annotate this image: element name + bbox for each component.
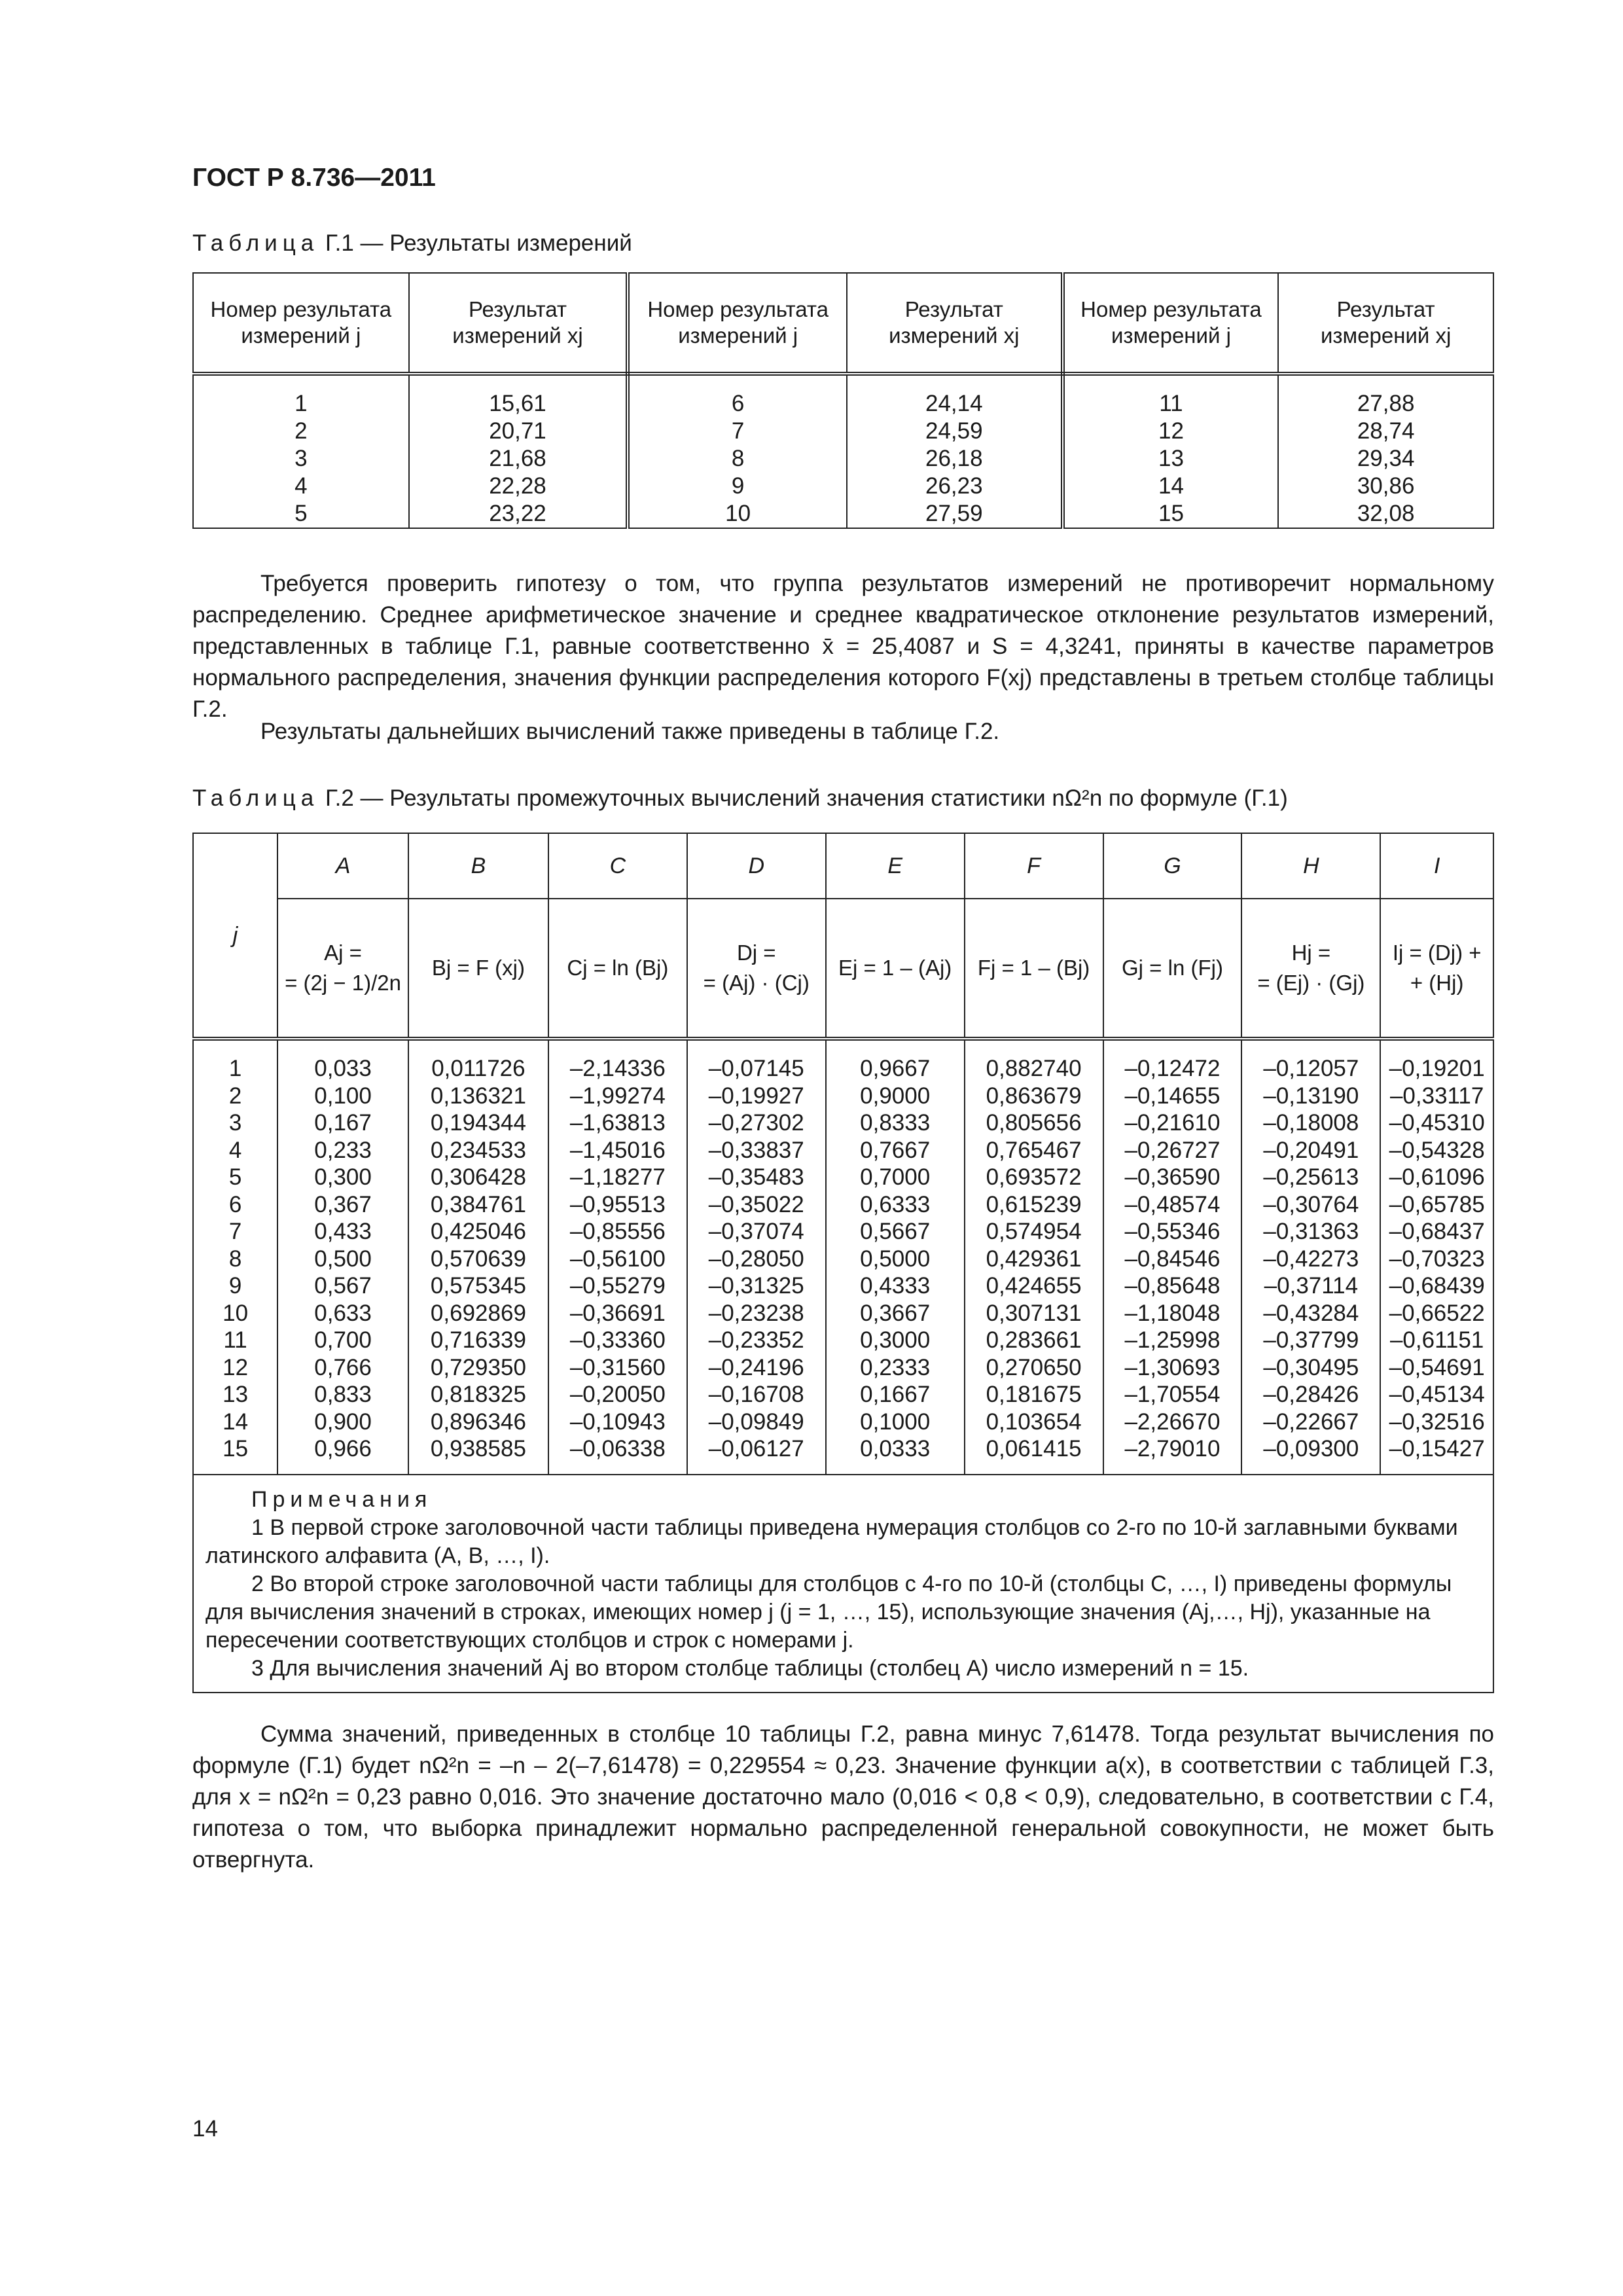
table-cell-value: 7 [731, 418, 745, 444]
table-cell-value: 0,574954 [986, 1219, 1082, 1244]
table-cell-value: 3 [228, 1110, 242, 1136]
table-cell-value: 0,692869 [430, 1300, 526, 1326]
table1-column-cell [847, 374, 1063, 528]
table-cell-value: 0,938585 [430, 1436, 526, 1462]
paragraph-further-results: Результаты дальнейших вычислений также приведены в таблице Г.2. [260, 719, 1000, 744]
table2-notes [193, 1475, 1493, 1693]
table1-header-cell: Номер результата измерений j [628, 273, 847, 374]
table-cell-value: 0,1667 [860, 1382, 931, 1407]
table-cell-value: 12 [223, 1354, 249, 1380]
table-cell-value: 32,08 [1357, 501, 1415, 526]
table-cell-value: 0,384761 [430, 1191, 526, 1217]
table2-letter-cell: C [548, 833, 687, 899]
table-cell-value: 8 [731, 446, 745, 471]
table-cell-value: 0,615239 [986, 1191, 1082, 1217]
table-cell-value: 1 [294, 391, 308, 416]
table-cell-value: –0,45134 [1389, 1382, 1485, 1407]
table-cell-value: 23,22 [489, 501, 546, 526]
table1-column-cell [1063, 374, 1279, 528]
table-cell-value: 0,5000 [860, 1246, 931, 1272]
document-header: ГОСТ Р 8.736—2011 [192, 164, 436, 192]
table-cell-value: –0,31363 [1263, 1219, 1359, 1244]
table2 [192, 833, 1494, 1693]
table-cell-value: –0,33117 [1389, 1083, 1484, 1109]
table-cell-value: 0,011726 [431, 1056, 526, 1081]
table-cell-value: 0,0333 [860, 1436, 931, 1462]
table-cell-value: –0,54328 [1389, 1137, 1485, 1163]
table-cell-value: –0,56100 [569, 1246, 666, 1272]
table-cell-value: 2 [294, 418, 308, 444]
paragraph-conclusion: Сумма значений, приведенных в столбце 10 таблицы Г.2, равна минус 7,61478. Тогда результат вычисления по формуле (Г.1) будет nΩ²n = –n – 2(–7,61478) = 0,229554 ≈ 0,23. Значение функции a(x), в соответствии с таблицей Г.3, для x = nΩ²n = 0,23 равно 0,016. Это значение достаточно мало (0,016 < 0,8 < 0,9), следовательно, в соответствии с Г.4, гипотеза о том, что выборка принадлежит нормально распределенной генеральной совокупности, не может быть отвергнута. [192, 1721, 1494, 1873]
table-cell-value: –0,55346 [1124, 1219, 1221, 1244]
table-cell-value: –0,22667 [1263, 1408, 1359, 1435]
table-cell-value: 0,766 [314, 1354, 372, 1380]
table2-column-cell [548, 1039, 687, 1475]
table-cell-value: –0,33837 [708, 1137, 804, 1163]
table-cell-value: –1,18277 [569, 1164, 666, 1190]
table-cell-value: 15 [1158, 501, 1184, 526]
table-cell-value: 9 [228, 1273, 242, 1299]
table2-letter-cell: B [408, 833, 548, 899]
table-cell-value: 29,34 [1357, 446, 1415, 471]
table-cell-value: 0,900 [314, 1408, 372, 1435]
table-cell-value: 0,570639 [430, 1246, 526, 1272]
table2-column-cell [408, 1039, 548, 1475]
table-cell-value: 14 [223, 1408, 249, 1435]
table-cell-value: 0,863679 [986, 1083, 1082, 1109]
table-cell-value: 0,567 [314, 1273, 372, 1299]
table-cell-value: –0,12472 [1124, 1056, 1221, 1081]
table-cell-value: 0,882740 [986, 1056, 1082, 1081]
table-cell-value: –0,24196 [708, 1354, 804, 1380]
table-cell-value: –0,06127 [708, 1436, 804, 1462]
table-cell-value: –0,27302 [708, 1110, 804, 1136]
table-cell-value: 14 [1158, 473, 1184, 499]
table-cell-value: 0,9667 [860, 1056, 931, 1081]
table-cell-value: 0,367 [314, 1191, 372, 1217]
table-cell-value: 0,4333 [860, 1273, 931, 1299]
table-cell-value: 0,433 [314, 1219, 372, 1244]
table-cell-value: –1,18048 [1124, 1300, 1221, 1326]
table-cell-value: 0,307131 [986, 1300, 1082, 1326]
table-cell-value: 0,233 [314, 1137, 372, 1163]
table-cell-value: 0,181675 [986, 1382, 1082, 1407]
table2-column-cell [826, 1039, 965, 1475]
table2-caption [192, 785, 1288, 812]
table-cell-value: –0,66522 [1389, 1300, 1485, 1326]
table-cell-value: 0,765467 [986, 1137, 1082, 1163]
table2-column-cell [277, 1039, 408, 1475]
table1-column-cell [409, 374, 628, 528]
table-cell-value: –0,37799 [1263, 1327, 1359, 1353]
table-cell-value: –0,35483 [708, 1164, 804, 1190]
table1-column-cell [193, 374, 409, 528]
table-cell-value: 27,88 [1357, 391, 1415, 416]
table1-header-cell: Номер результата измерений j [1063, 273, 1279, 374]
table-cell-value: 6 [228, 1191, 242, 1217]
table-cell-value: –0,84546 [1124, 1246, 1221, 1272]
table2-letter-cell: I [1380, 833, 1493, 899]
table2-letter-cell: F [965, 833, 1103, 899]
table-cell-value: 1 [228, 1056, 242, 1081]
table-cell-value: 0,700 [314, 1327, 372, 1353]
table-cell-value: –0,14655 [1124, 1083, 1221, 1109]
table-cell-value: 0,575345 [430, 1273, 526, 1299]
table-cell-value: –0,13190 [1263, 1083, 1359, 1109]
table-cell-value: –1,99274 [569, 1083, 666, 1109]
table-cell-value: –0,68439 [1389, 1273, 1485, 1299]
table1-header-cell: Результат измерений xj [1278, 273, 1493, 374]
table-cell-value: 0,2333 [860, 1354, 931, 1380]
table-cell-value: –0,42273 [1263, 1246, 1359, 1272]
table-cell-value: 0,033 [314, 1056, 372, 1081]
page-number: 14 [192, 2116, 218, 2142]
table-cell-value: 0,500 [314, 1246, 372, 1272]
table-cell-value: –0,55279 [569, 1273, 666, 1299]
table1-header-cell: Результат измерений xj [847, 273, 1063, 374]
table-cell-value: 13 [1158, 446, 1184, 471]
table-cell-value: –0,37114 [1264, 1273, 1359, 1299]
table-cell-value: 0,270650 [986, 1354, 1082, 1380]
table2-letter-cell: D [687, 833, 826, 899]
table-cell-value: –1,45016 [569, 1137, 666, 1163]
table-cell-value: –0,45310 [1389, 1110, 1485, 1136]
table-cell-value: 0,805656 [986, 1110, 1082, 1136]
table-cell-value: –0,18008 [1263, 1110, 1359, 1136]
table-cell-value: 0,8333 [860, 1110, 931, 1136]
table-cell-value: –0,28050 [708, 1246, 804, 1272]
table-cell-value: 15,61 [489, 391, 546, 416]
table-cell-value: –0,36590 [1124, 1164, 1221, 1190]
table-cell-value: –0,23238 [708, 1300, 804, 1326]
table-cell-value: 0,136321 [430, 1083, 526, 1109]
table-cell-value: –0,07145 [708, 1056, 804, 1081]
note-item: 3 Для вычисления значений Aj во втором столбце таблицы (столбец A) число измерений n = 15. [251, 1656, 1249, 1681]
table2-j-header: j [193, 833, 277, 1039]
table-cell-value: 2 [228, 1083, 242, 1109]
table-cell-value: 7 [228, 1219, 242, 1244]
table2-formula-cell: Hj = = (Ej) · (Gj) [1241, 899, 1380, 1039]
table-cell-value: –0,36691 [569, 1300, 666, 1326]
table-cell-value: 0,3667 [860, 1300, 931, 1326]
table-cell-value: –0,26727 [1124, 1137, 1221, 1163]
table-cell-value: –0,23352 [708, 1327, 804, 1353]
table-cell-value: 5 [228, 1164, 242, 1190]
table-cell-value: 8 [228, 1246, 242, 1272]
table-cell-value: 0,966 [314, 1436, 372, 1462]
table-cell-value: –0,30764 [1263, 1191, 1359, 1217]
table2-column-cell [687, 1039, 826, 1475]
table1-header-cell: Результат измерений xj [409, 273, 628, 374]
table-cell-value: 0,061415 [986, 1436, 1082, 1462]
table1-caption-prefix: Таблица [192, 230, 319, 256]
table-cell-value: –0,85648 [1124, 1273, 1221, 1299]
table-cell-value: 24,59 [925, 418, 983, 444]
table2-formula-cell: Dj = = (Aj) · (Cj) [687, 899, 826, 1039]
notes-title: Примечания [251, 1487, 433, 1512]
table2-caption-prefix: Таблица [192, 785, 319, 811]
table-cell-value: –0,31560 [569, 1354, 666, 1380]
table-cell-value: 0,818325 [430, 1382, 526, 1407]
table2-letter-cell: A [277, 833, 408, 899]
table-cell-value: –2,26670 [1124, 1408, 1221, 1435]
table-cell-value: 9 [731, 473, 745, 499]
table-cell-value: 0,5667 [860, 1219, 931, 1244]
table2-formula-cell: Fj = 1 – (Bj) [965, 899, 1103, 1039]
table-cell-value: 0,7000 [860, 1164, 931, 1190]
table-cell-value: 4 [228, 1137, 242, 1163]
table-cell-value: –2,79010 [1124, 1436, 1221, 1462]
table-cell-value: 0,194344 [430, 1110, 526, 1136]
table-cell-value: 12 [1158, 418, 1184, 444]
table2-formula-cell: Bj = F (xj) [408, 899, 548, 1039]
table2-formula-cell: Cj = ln (Bj) [548, 899, 687, 1039]
table-cell-value: 10 [223, 1300, 249, 1326]
table-cell-value: 0,424655 [986, 1273, 1082, 1299]
table-cell-value: –0,70323 [1389, 1246, 1485, 1272]
table2-column-cell [1380, 1039, 1493, 1475]
table2-formula-cell: Ej = 1 – (Aj) [826, 899, 965, 1039]
table2-letter-cell: E [826, 833, 965, 899]
table2-column-cell [1103, 1039, 1242, 1475]
table-cell-value: 0,429361 [986, 1246, 1082, 1272]
table-cell-value: 3 [294, 446, 308, 471]
table2-formula-cell: Aj = = (2j − 1)/2n [277, 899, 408, 1039]
table-cell-value: 26,23 [925, 473, 983, 499]
table-cell-value: 0,6333 [860, 1191, 931, 1217]
table-cell-value: –1,25998 [1124, 1327, 1221, 1353]
table2-formula-cell: Ij = (Dj) + + (Hj) [1380, 899, 1493, 1039]
table-cell-value: 0,833 [314, 1382, 372, 1407]
table1-caption-title: Г.1 — Результаты измерений [319, 230, 632, 256]
table-cell-value: –0,12057 [1263, 1056, 1359, 1081]
table-cell-value: 24,14 [925, 391, 983, 416]
table-cell-value: 28,74 [1357, 418, 1415, 444]
table-cell-value: –0,37074 [708, 1219, 804, 1244]
table-cell-value: 0,7667 [860, 1137, 931, 1163]
table2-column-cell [965, 1039, 1103, 1475]
table-cell-value: 5 [294, 501, 308, 526]
table-cell-value: –0,48574 [1124, 1191, 1221, 1217]
table-cell-value: –0,06338 [569, 1436, 666, 1462]
table-cell-value: –0,15427 [1389, 1436, 1485, 1462]
table-cell-value: 0,633 [314, 1300, 372, 1326]
table-cell-value: 11 [1159, 391, 1183, 416]
table2-formula-cell: Gj = ln (Fj) [1103, 899, 1242, 1039]
table-cell-value: –0,25613 [1263, 1164, 1359, 1190]
table-cell-value: –0,43284 [1263, 1300, 1359, 1326]
table-cell-value: –0,20050 [569, 1382, 666, 1407]
table-cell-value: –0,28426 [1263, 1382, 1359, 1407]
table-cell-value: 10 [725, 501, 751, 526]
table-cell-value: 0,693572 [986, 1164, 1082, 1190]
table-cell-value: 0,9000 [860, 1083, 931, 1109]
table2-letter-cell: G [1103, 833, 1242, 899]
table-cell-value: 0,283661 [986, 1327, 1082, 1353]
table-cell-value: –0,09849 [708, 1408, 804, 1435]
table-cell-value: 22,28 [489, 473, 546, 499]
table-cell-value: –0,54691 [1389, 1354, 1485, 1380]
table-cell-value: 0,3000 [860, 1327, 931, 1353]
table2-caption-title: Г.2 — Результаты промежуточных вычислений значения статистики nΩ²n по формуле (Г.1) [319, 785, 1288, 811]
table-cell-value: 0,100 [314, 1083, 372, 1109]
table-cell-value: 26,18 [925, 446, 983, 471]
table1 [192, 272, 1494, 529]
table-cell-value: –2,14336 [569, 1056, 666, 1081]
table-cell-value: –1,70554 [1124, 1382, 1221, 1407]
table-cell-value: –0,16708 [708, 1382, 804, 1407]
table-cell-value: 0,167 [314, 1110, 372, 1136]
table-cell-value: –0,31325 [708, 1273, 804, 1299]
note-item: 2 Во второй строке заголовочной части таблицы для столбцов с 4-го по 10-й (столбцы C, …, I) приведены формулы для вычисления значений в строках, имеющих номер j (j = 1, …, 15), использующие значения (Aj,…, Hj), указанные на пересечении соответствующих столбцов и строк с номерами j. [205, 1571, 1452, 1653]
table-cell-value: –0,20491 [1263, 1137, 1359, 1163]
table-cell-value: 27,59 [925, 501, 983, 526]
table2-column-cell [193, 1039, 277, 1475]
table-cell-value: 0,896346 [430, 1408, 526, 1435]
table-cell-value: –0,19927 [708, 1083, 804, 1109]
table-cell-value: 0,425046 [430, 1219, 526, 1244]
table-cell-value: 21,68 [489, 446, 546, 471]
table2-column-cell [1241, 1039, 1380, 1475]
table2-letter-cell: H [1241, 833, 1380, 899]
table-cell-value: –0,09300 [1263, 1436, 1359, 1462]
table-cell-value: –0,32516 [1389, 1408, 1485, 1435]
table-cell-value: –1,30693 [1124, 1354, 1221, 1380]
table-cell-value: –0,61096 [1389, 1164, 1485, 1190]
table1-header-cell: Номер результата измерений j [193, 273, 409, 374]
table-cell-value: –0,68437 [1389, 1219, 1485, 1244]
note-item: 1 В первой строке заголовочной части таблицы приведена нумерация столбцов со 2-го по 10-й заглавными буквами латинского алфавита (A, B, …, I). [205, 1515, 1458, 1568]
table-cell-value: 6 [731, 391, 745, 416]
table-cell-value: –0,35022 [708, 1191, 804, 1217]
table-cell-value: 11 [223, 1327, 247, 1353]
table-cell-value: –0,33360 [569, 1327, 666, 1353]
table-cell-value: 0,716339 [430, 1327, 526, 1353]
table-cell-value: –0,30495 [1263, 1354, 1359, 1380]
table-cell-value: 0,234533 [430, 1137, 526, 1163]
table-cell-value: 0,729350 [430, 1354, 526, 1380]
table-cell-value: 15 [223, 1436, 249, 1462]
table1-column-cell [1278, 374, 1493, 528]
table-cell-value: 4 [294, 473, 308, 499]
table-cell-value: 0,300 [314, 1164, 372, 1190]
table-cell-value: –0,95513 [569, 1191, 666, 1217]
table-cell-value: 30,86 [1357, 473, 1415, 499]
table-cell-value: 0,103654 [986, 1408, 1082, 1435]
table-cell-value: 13 [223, 1382, 249, 1407]
table1-caption [192, 230, 632, 257]
paragraph-hypothesis: Требуется проверить гипотезу о том, что группа результатов измерений не противоречит нормальному распределению. Среднее арифметическое значение и среднее квадратическое отклонение результатов измерений, представленных в таблице Г.1, равные соответственно x̄ = 25,4087 и S = 4,3241, приняты в качестве параметров нормального распределения, значения функции распределения которого F(xj) представлены в третьем столбце таблицы Г.2. [192, 571, 1494, 722]
table-cell-value: –0,65785 [1389, 1191, 1485, 1217]
table-cell-value: 0,1000 [860, 1408, 931, 1435]
table-cell-value: –0,19201 [1389, 1056, 1485, 1081]
table-cell-value: –0,10943 [569, 1408, 666, 1435]
table-cell-value: 0,306428 [430, 1164, 526, 1190]
table-cell-value: –0,21610 [1124, 1110, 1221, 1136]
table-cell-value: –0,85556 [569, 1219, 666, 1244]
table1-column-cell [628, 374, 847, 528]
table-cell-value: 20,71 [489, 418, 546, 444]
table-cell-value: –0,61151 [1389, 1327, 1484, 1353]
table-cell-value: –1,63813 [569, 1110, 666, 1136]
